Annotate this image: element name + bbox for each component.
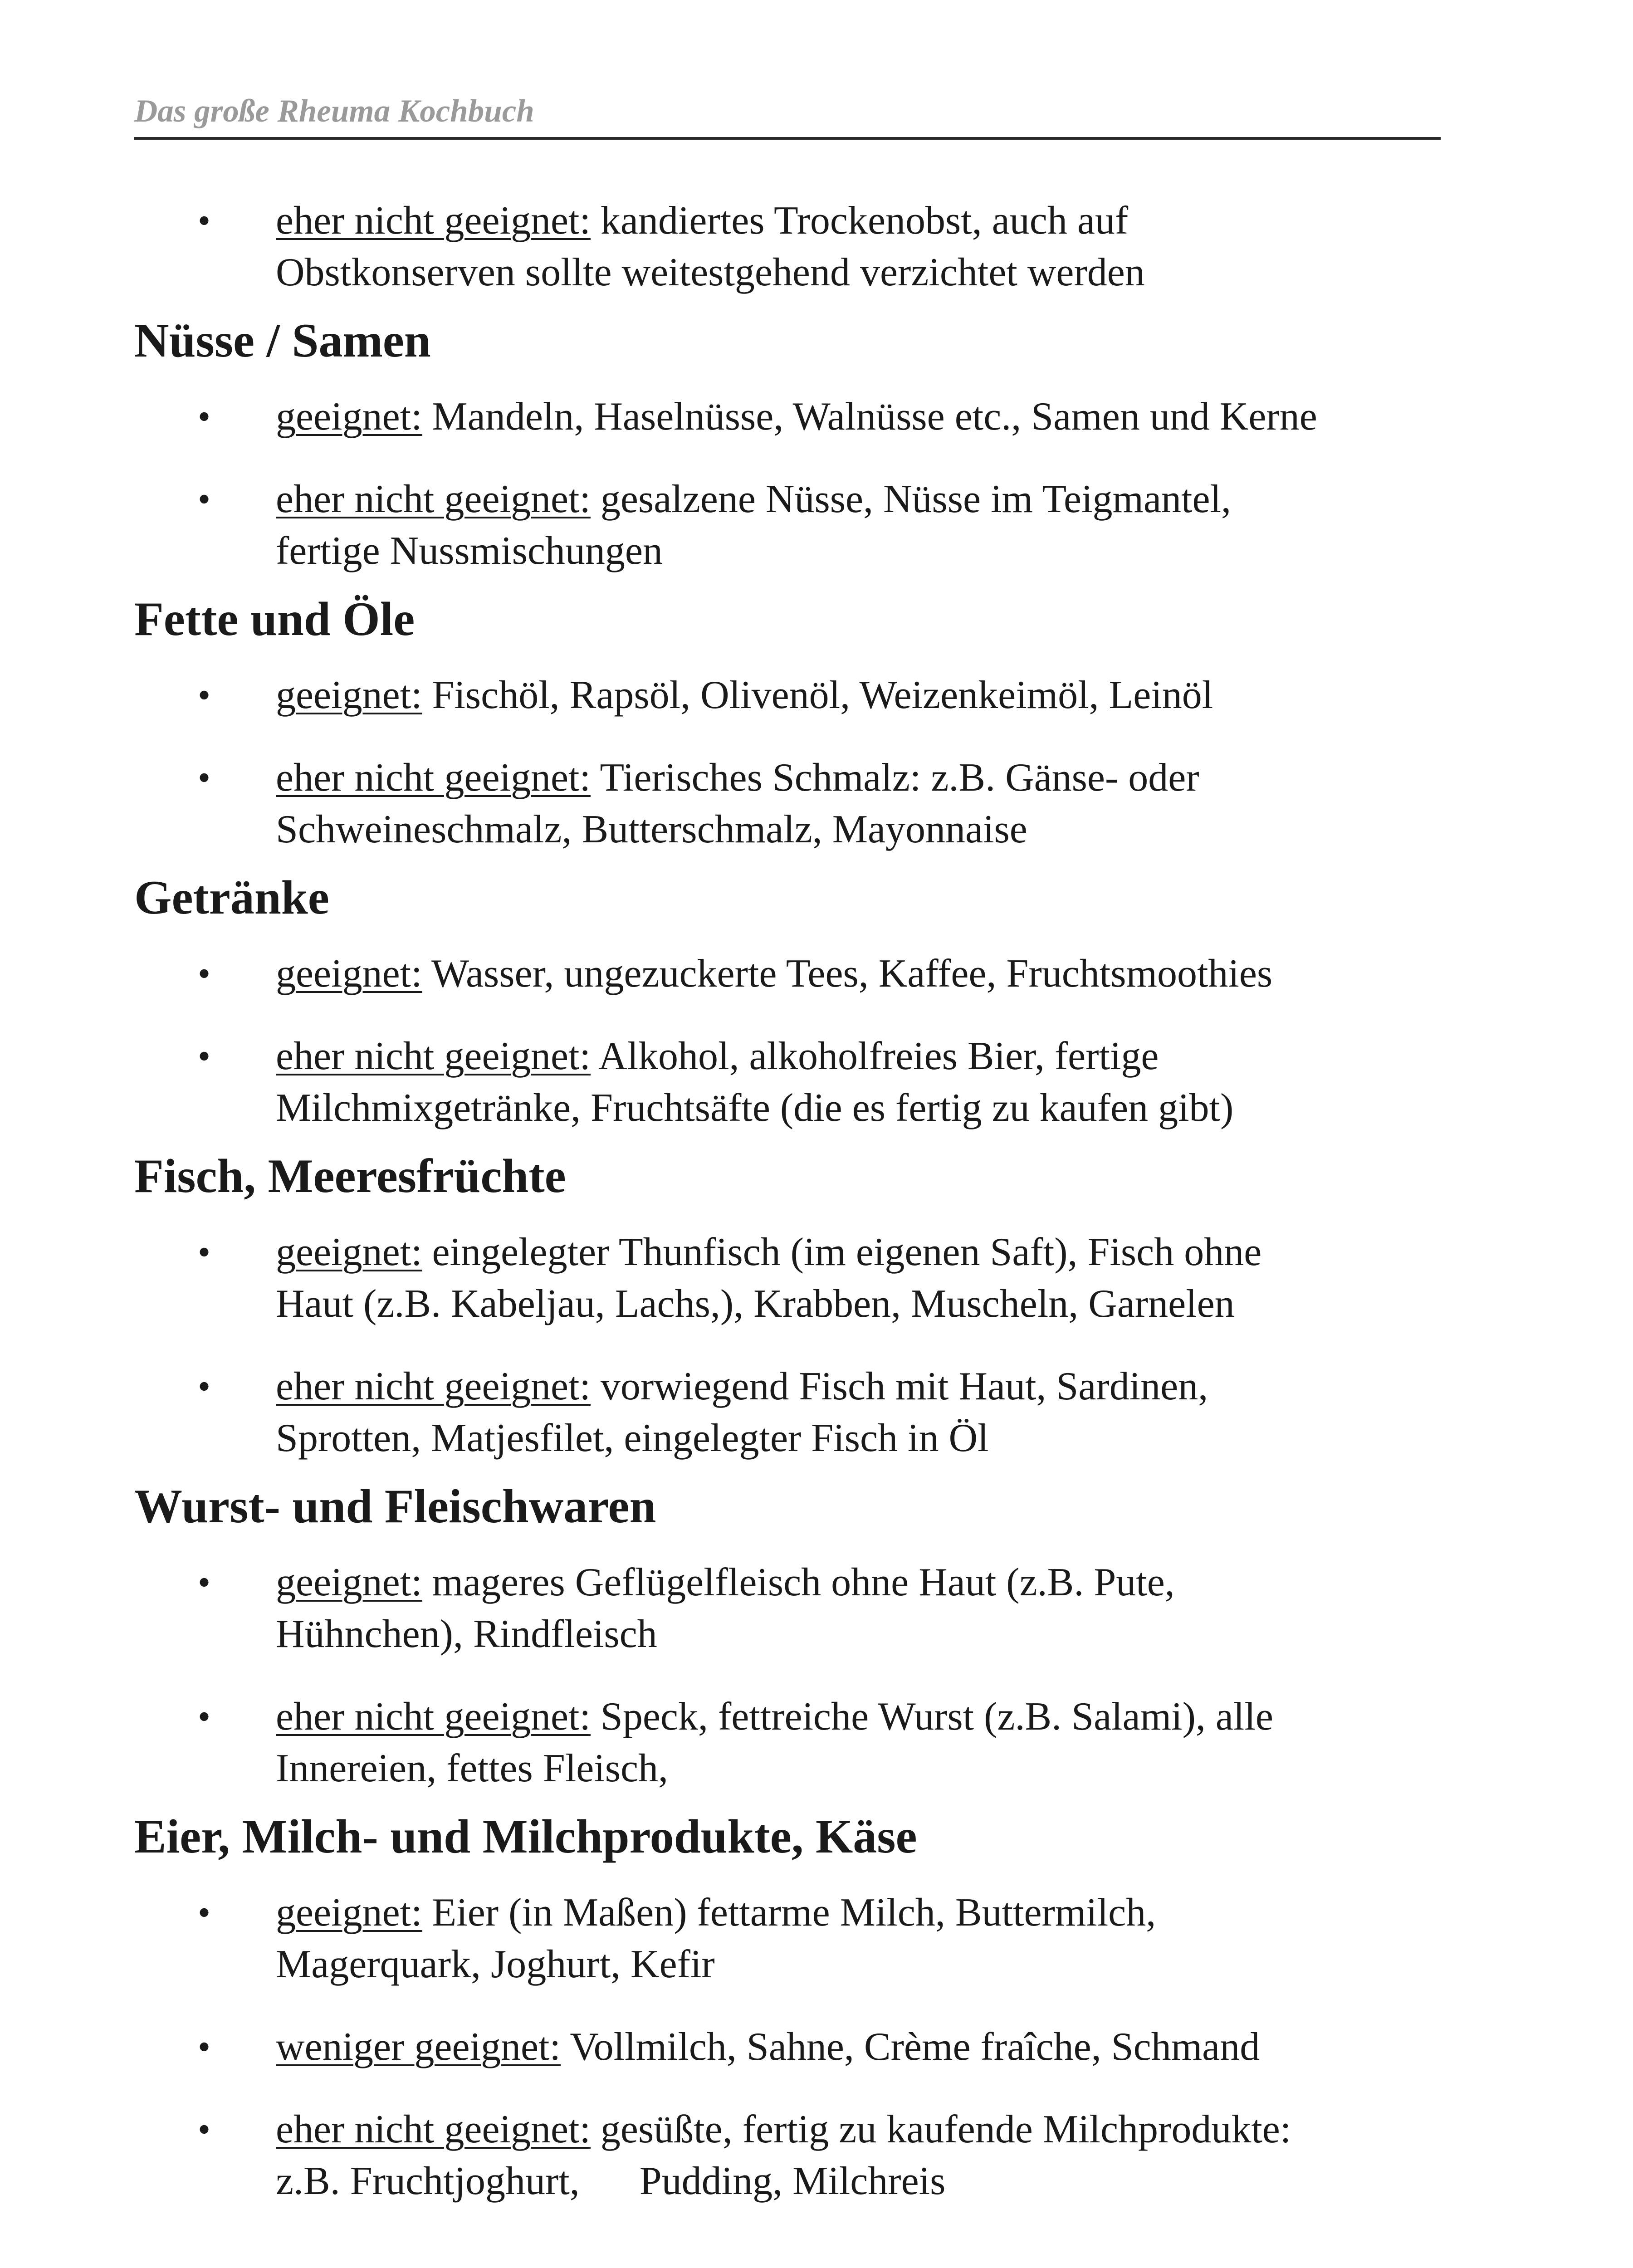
bullet-icon: • [198,201,211,241]
bullet-icon: • [198,954,211,994]
list-item [134,1031,1441,1134]
item-text: Mandeln, Haselnüsse, Walnüsse etc., Samen und Kerne [422,395,1317,439]
item-text: Speck, fettreiche Wurst (z.B. Salami), alle [590,1695,1273,1739]
item-label: geeignet: [276,395,422,439]
section-heading: Fette und Öle [134,592,415,645]
running-header: Das große Rheuma Kochbuch [134,93,534,129]
list-item [134,1227,1441,1330]
item-label: eher nicht geeignet: [276,477,591,521]
item-text-continued: fertige Nussmischungen [276,529,663,573]
item-label: geeignet: [276,673,422,717]
list-item [134,2021,1441,2073]
bullet-icon: • [198,1232,211,1272]
bullet-icon: • [198,397,211,437]
bullet-icon: • [198,2110,211,2150]
item-text: mageres Geflügelfleisch ohne Haut (z.B. Pute, [422,1560,1175,1604]
list-item [134,752,1441,855]
section-heading: Eier, Milch- und Milchprodukte, Käse [134,1810,917,1863]
bullet-icon: • [198,1367,211,1407]
item-text-continued: Obstkonserven sollte weitestgehend verzichtet werden [276,250,1145,294]
item-label: geeignet: [276,1230,422,1274]
item-text: kandiertes Trockenobst, auch auf [590,199,1129,243]
section-heading: Wurst- und Fleischwaren [134,1480,656,1533]
item-text: Wasser, ungezuckerte Tees, Kaffee, Fruchtsmoothies [422,952,1273,996]
list-item [134,948,1441,1000]
list-item [134,1691,1441,1794]
item-text: gesalzene Nüsse, Nüsse im Teigmantel, [590,477,1231,521]
bullet-icon: • [198,1563,211,1603]
item-text-continued: z.B. Fruchtjoghurt, Pudding, Milchreis [276,2159,946,2203]
section-heading: Nüsse / Samen [134,314,431,367]
page-content [134,195,1441,2207]
list-item [134,670,1441,721]
item-text: Alkohol, alkoholfreies Bier, fertige [590,1034,1159,1078]
section-heading: Fisch, Meeresfrüchte [134,1149,566,1202]
list-item [134,195,1441,298]
item-text: vorwiegend Fisch mit Haut, Sardinen, [590,1364,1208,1408]
item-text-continued: Magerquark, Joghurt, Kefir [276,1942,715,1986]
bullet-icon: • [198,1036,211,1076]
item-label: geeignet: [276,952,422,996]
list-item [134,1361,1441,1464]
item-text-continued: Schweineschmalz, Butterschmalz, Mayonnaise [276,807,1027,851]
item-label: eher nicht geeignet: [276,756,591,800]
item-text-continued: Haut (z.B. Kabeljau, Lachs,), Krabben, Muscheln, Garnelen [276,1282,1235,1326]
list-item [134,391,1441,443]
item-text: gesüßte, fertig zu kaufende Milchprodukte: [590,2107,1291,2151]
list-item [134,474,1441,577]
bullet-icon: • [198,675,211,715]
item-text: Tierisches Schmalz: z.B. Gänse- oder [590,756,1199,800]
item-label: eher nicht geeignet: [276,199,591,243]
item-label: eher nicht geeignet: [276,1034,591,1078]
list-item [134,2104,1441,2207]
bullet-icon: • [198,479,211,519]
bullet-icon: • [198,1893,211,1933]
item-text-continued: Innereien, fettes Fleisch, [276,1746,669,1790]
list-item [134,1557,1441,1660]
item-label: eher nicht geeignet: [276,1695,591,1739]
list-item [134,1887,1441,1990]
item-text-continued: Milchmixgetränke, Fruchtsäfte (die es fertig zu kaufen gibt) [276,1086,1234,1130]
bullet-icon: • [198,758,211,798]
item-label: eher nicht geeignet: [276,1364,591,1408]
item-text: Fischöl, Rapsöl, Olivenöl, Weizenkeimöl, Leinöl [422,673,1213,717]
item-text: Eier (in Maßen) fettarme Milch, Buttermilch, [422,1891,1156,1935]
item-text-continued: Sprotten, Matjesfilet, eingelegter Fisch in Öl [276,1416,989,1460]
item-label: geeignet: [276,1891,422,1935]
item-label: eher nicht geeignet: [276,2107,591,2151]
section-heading: Getränke [134,871,329,924]
item-text: eingelegter Thunfisch (im eigenen Saft), Fisch ohne [422,1230,1262,1274]
header-rule [134,137,1441,140]
bullet-icon: • [198,1697,211,1737]
item-text: Vollmilch, Sahne, Crème fraîche, Schmand [560,2025,1260,2069]
item-label: weniger geeignet: [276,2025,561,2069]
bullet-icon: • [198,2027,211,2067]
item-label: geeignet: [276,1560,422,1604]
item-text-continued: Hühnchen), Rindfleisch [276,1612,657,1656]
